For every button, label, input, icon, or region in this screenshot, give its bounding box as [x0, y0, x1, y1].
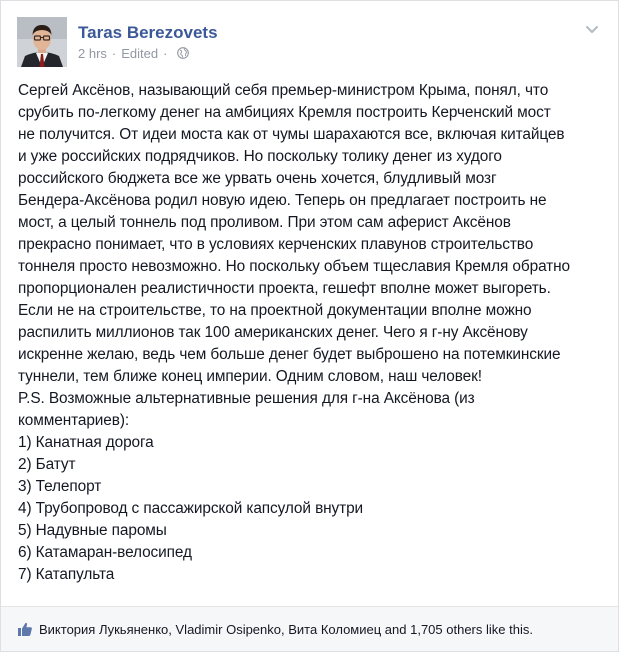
post-meta [78, 46, 189, 62]
meta-separator: · [163, 46, 168, 61]
avatar[interactable] [17, 17, 67, 67]
liker-name[interactable]: Виктория Лукьяненко [39, 622, 169, 637]
globe-icon[interactable] [177, 47, 189, 62]
like-suffix: like this. [482, 622, 533, 637]
edited-link[interactable]: Edited [121, 46, 159, 61]
comma-separator: , [281, 622, 289, 637]
avatar-photo-icon [17, 17, 67, 67]
thumbs-up-icon[interactable] [17, 621, 33, 637]
likes-bar [1, 606, 618, 651]
and-text: and [381, 622, 411, 637]
meta-separator: · [111, 46, 117, 61]
likes-summary [39, 622, 533, 637]
chevron-down-icon[interactable] [584, 21, 600, 37]
post-author[interactable]: Taras Berezovets [78, 23, 218, 42]
others-link[interactable]: 1,705 others [410, 622, 483, 637]
liker-name[interactable]: Вита Коломиец [288, 622, 382, 637]
comma-separator: , [168, 622, 176, 637]
liker-name[interactable]: Vladimir Osipenko [175, 622, 282, 637]
post-header [17, 17, 602, 69]
post-timestamp[interactable]: 2 hrs [78, 46, 107, 61]
post-body: Сергей Аксёнов, называющий себя премьер-министром Крыма, понял, что срубить по-легкому денег на амбициях Кремля построить Керченский мост не получится. От идеи моста как от чумы шарахаются все, включая китайцев и уже российских подрядчиков. Но поскольку толику денег из худого российского бюджета все же урвать очень хочется, блудливый мозг Бендера-Аксёнова родил новую идею. Теперь он предлагает построить не мост, а целый тоннель под проливом. При этом сам аферист Аксёнов прекрасно понимает, что в условиях керченских плавунов строительство тоннеля просто невозможно. Но поскольку объем тщеславия Кремля обратно пропорционален реалистичности проекта, гешефт вполне может выгореть. Если не на строительстве, то на проектной документации вполне можно распилить миллионов так 100 американских денег. Чего я г-ну Аксёнову искренне желаю, ведь чем больше денег будет выброшено на потемкинские туннели, тем ближе конец империи. Одним словом, наш человек! P.S. Возможные альтернативные решения для г-на Аксёнова (из комментариев): 1) Канатная дорога 2) Батут 3) Телепорт 4) Трубопровод с пассажирской капсулой внутри 5) Надувные паромы 6) Катамаран-велосипед 7) Катапульта [18, 82, 570, 583]
